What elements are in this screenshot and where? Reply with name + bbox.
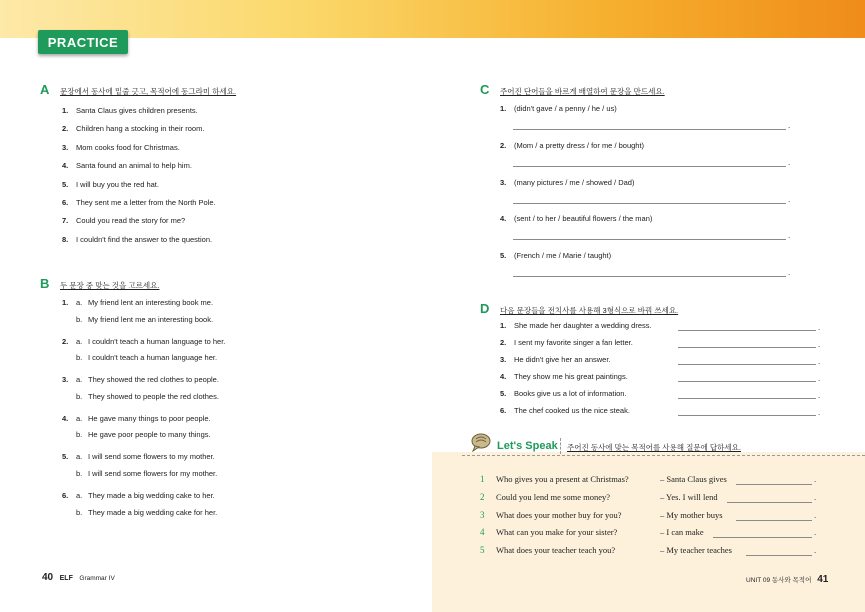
item-number: 2. <box>62 336 69 346</box>
answer-line <box>513 166 786 167</box>
item-text: Santa Claus gives children presents. <box>76 106 198 115</box>
option-label-a: a. <box>76 491 83 500</box>
period: . <box>818 391 821 400</box>
section-a-item <box>62 198 216 207</box>
option-label-a: a. <box>76 336 83 346</box>
speak-answer-line <box>713 537 812 538</box>
option-text-b: They made a big wedding cake for her. <box>88 507 218 517</box>
section-a-item <box>62 216 185 225</box>
answer-line <box>678 415 816 416</box>
period: . <box>814 528 817 538</box>
item-text: Mom cooks food for Christmas. <box>76 142 180 152</box>
section-c-item <box>500 214 652 223</box>
section-a-title: 문장에서 동사에 밑줄 긋고, 목적어에 동그라미 하세요. <box>60 87 237 96</box>
option-text-a: They made a big wedding cake to her. <box>88 491 215 500</box>
item-number: 6. <box>62 491 69 500</box>
item-text: I couldn't find the answer to the question. <box>76 234 213 244</box>
section-a-item <box>62 106 198 115</box>
item-number: 3. <box>62 375 69 385</box>
page-number-right: 41 <box>817 574 829 585</box>
item-number: 3. <box>500 177 507 187</box>
option-text-b: My friend lent me an interesting book. <box>88 314 214 324</box>
speak-item-number: 1 <box>480 474 485 484</box>
period: . <box>818 357 821 366</box>
speak-answer-prompt: – Santa Claus gives <box>660 474 727 484</box>
answer-line <box>513 129 786 130</box>
speak-answer-prompt: – Yes. I will lend <box>660 491 718 502</box>
period: . <box>818 340 821 349</box>
option-label-b: b. <box>76 353 83 363</box>
section-b-title: 두 문장 중 맞는 것을 고르세요. <box>60 281 160 290</box>
item-number: 5. <box>500 251 507 261</box>
section-c-item <box>500 251 611 260</box>
item-text: Children hang a stocking in their room. <box>76 124 205 134</box>
speak-answer-prompt: – My teacher teaches <box>660 545 732 556</box>
answer-line <box>678 398 816 399</box>
lets-speak-separator <box>560 438 561 454</box>
option-label-b: b. <box>76 314 83 324</box>
speak-answer-line <box>727 502 812 503</box>
footer-right <box>746 574 828 585</box>
item-number: 5. <box>500 389 507 398</box>
item-text: (didn't gave / a penny / he / us) <box>514 104 617 113</box>
footer-book-name: ELF <box>59 575 73 582</box>
answer-line <box>513 239 786 240</box>
speak-question: What can you make for your sister? <box>496 527 618 538</box>
section-d-item <box>500 389 627 398</box>
item-number: 1. <box>62 298 69 307</box>
item-number: 6. <box>500 406 507 415</box>
period: . <box>788 194 791 204</box>
speak-question: What does your mother buy for you? <box>496 509 622 520</box>
item-text: He didn't give her an answer. <box>514 355 611 364</box>
section-b-option-b <box>62 469 217 478</box>
item-text: Could you read the story for me? <box>76 216 186 226</box>
period: . <box>788 157 791 167</box>
item-number: 4. <box>500 214 507 224</box>
period: . <box>818 323 821 332</box>
answer-line <box>678 364 816 365</box>
item-number: 4. <box>500 372 507 381</box>
speak-answer-line <box>736 520 812 521</box>
option-text-a: I will send some flowers to my mother. <box>88 452 215 462</box>
period: . <box>814 475 817 484</box>
period: . <box>814 510 817 520</box>
option-label-a: a. <box>76 413 83 423</box>
section-b-option-b <box>62 508 217 517</box>
speak-item-number: 2 <box>480 491 485 502</box>
speak-question: What does your teacher teach you? <box>496 545 616 556</box>
section-a-letter: A <box>40 82 50 97</box>
section-b-option-b <box>62 430 211 439</box>
item-text: They show me his great paintings. <box>514 372 628 381</box>
option-text-a: He gave many things to poor people. <box>88 413 211 423</box>
option-label-b: b. <box>76 430 83 440</box>
footer-series: Grammar IV <box>79 575 115 582</box>
section-b-option-a <box>62 298 213 307</box>
section-c-item <box>500 104 617 113</box>
section-d-item <box>500 321 652 330</box>
section-d-item <box>500 406 630 415</box>
option-label-a: a. <box>76 452 83 462</box>
item-number: 4. <box>62 413 69 423</box>
period: . <box>818 408 821 417</box>
speak-question: Who gives you a present at Christmas? <box>496 474 629 484</box>
period: . <box>788 231 791 241</box>
section-a-item <box>62 161 192 170</box>
item-number: 5. <box>62 452 69 462</box>
speak-answer-line <box>736 484 812 485</box>
speak-question: Could you lend me some money? <box>496 491 611 502</box>
lets-speak-divider <box>462 455 865 456</box>
section-d-item <box>500 355 611 364</box>
top-gradient-band <box>0 0 865 38</box>
section-c-letter: C <box>480 82 490 97</box>
section-d-item <box>500 338 633 347</box>
page-number-left: 40 <box>42 572 54 583</box>
item-text: Books give us a lot of information. <box>514 389 627 398</box>
item-number: 6. <box>62 198 69 207</box>
section-b-option-a <box>62 375 219 384</box>
option-text-a: My friend lent an interesting book me. <box>88 298 214 307</box>
item-number: 8. <box>62 234 69 244</box>
option-label-a: a. <box>76 375 83 385</box>
section-b-option-a <box>62 452 215 461</box>
item-number: 3. <box>500 355 507 364</box>
section-d-item <box>500 372 628 381</box>
lets-speak-heading: Let's Speak <box>497 440 558 452</box>
section-b-letter: B <box>40 276 50 291</box>
section-b-option-b <box>62 353 217 362</box>
item-number: 7. <box>62 216 69 226</box>
option-text-b: They showed to people the red clothes. <box>88 391 219 401</box>
section-a-item <box>62 124 204 133</box>
section-c-item <box>500 178 634 187</box>
answer-line <box>678 330 816 331</box>
item-text: The chef cooked us the nice steak. <box>514 406 630 415</box>
item-text: (many pictures / me / showed / Dad) <box>514 177 635 187</box>
item-text: (sent / to her / beautiful flowers / the man) <box>514 214 653 224</box>
section-b-option-a <box>62 337 225 346</box>
speak-item-number: 4 <box>480 527 485 538</box>
option-label-b: b. <box>76 468 83 478</box>
answer-line <box>678 381 816 382</box>
option-label-b: b. <box>76 507 83 517</box>
period: . <box>788 268 791 278</box>
period: . <box>788 121 791 130</box>
section-b-option-b <box>62 315 213 324</box>
item-number: 1. <box>500 321 507 330</box>
section-c-title: 주어진 단어들을 바르게 배열하여 문장을 만드세요. <box>500 87 665 96</box>
item-number: 2. <box>62 124 69 134</box>
option-label-b: b. <box>76 391 83 401</box>
item-number: 3. <box>62 142 69 152</box>
speak-answer-prompt: – I can make <box>660 527 704 538</box>
section-b-option-a <box>62 414 211 423</box>
option-text-a: They showed the red clothes to people. <box>88 375 219 385</box>
speak-answer-prompt: – My mother buys <box>660 509 723 520</box>
item-number: 1. <box>500 104 507 113</box>
item-text: I sent my favorite singer a fan letter. <box>514 338 633 347</box>
section-a-item <box>62 235 212 244</box>
option-text-a: I couldn't teach a human language to her. <box>88 336 226 346</box>
section-b-option-a <box>62 491 215 500</box>
speech-bubble-icon <box>470 432 492 452</box>
item-text: Santa found an animal to help him. <box>76 161 192 171</box>
item-text: (Mom / a pretty dress / for me / bought) <box>514 140 645 150</box>
section-a-item <box>62 143 180 152</box>
period: . <box>814 546 817 556</box>
answer-line <box>678 347 816 348</box>
item-number: 2. <box>500 140 507 150</box>
lets-speak-title: 주어진 동사에 맞는 목적어를 사용해 질문에 답하세요. <box>567 443 741 452</box>
section-a-item <box>62 180 159 189</box>
item-text: They sent me a letter from the North Pole. <box>76 198 216 207</box>
item-text: (French / me / Marie / taught) <box>514 251 612 261</box>
footer-unit: UNIT 09 동사와 목적어 <box>746 577 812 584</box>
speak-item-number: 5 <box>480 545 485 556</box>
item-number: 4. <box>62 161 69 171</box>
section-c-item <box>500 141 644 150</box>
answer-line <box>513 276 786 277</box>
item-text: I will buy you the red hat. <box>76 179 159 189</box>
answer-line <box>513 203 786 204</box>
section-d-title: 다음 문장들을 전치사를 사용해 3형식으로 바꿔 쓰세요. <box>500 306 679 315</box>
speak-answer-line <box>746 555 812 556</box>
practice-tab: PRACTICE <box>38 30 128 54</box>
period: . <box>818 374 821 383</box>
item-number: 1. <box>62 106 69 115</box>
item-number: 2. <box>500 338 507 347</box>
option-text-b: He gave poor people to many things. <box>88 430 211 440</box>
item-number: 5. <box>62 179 69 189</box>
section-b-option-b <box>62 392 219 401</box>
period: . <box>814 492 817 502</box>
speak-item-number: 3 <box>480 509 485 520</box>
option-text-b: I couldn't teach a human language her. <box>88 353 218 363</box>
option-text-b: I will send some flowers for my mother. <box>88 468 218 478</box>
option-label-a: a. <box>76 298 83 307</box>
footer-left <box>42 572 115 583</box>
section-d-letter: D <box>480 301 490 316</box>
item-text: She made her daughter a wedding dress. <box>514 321 652 330</box>
